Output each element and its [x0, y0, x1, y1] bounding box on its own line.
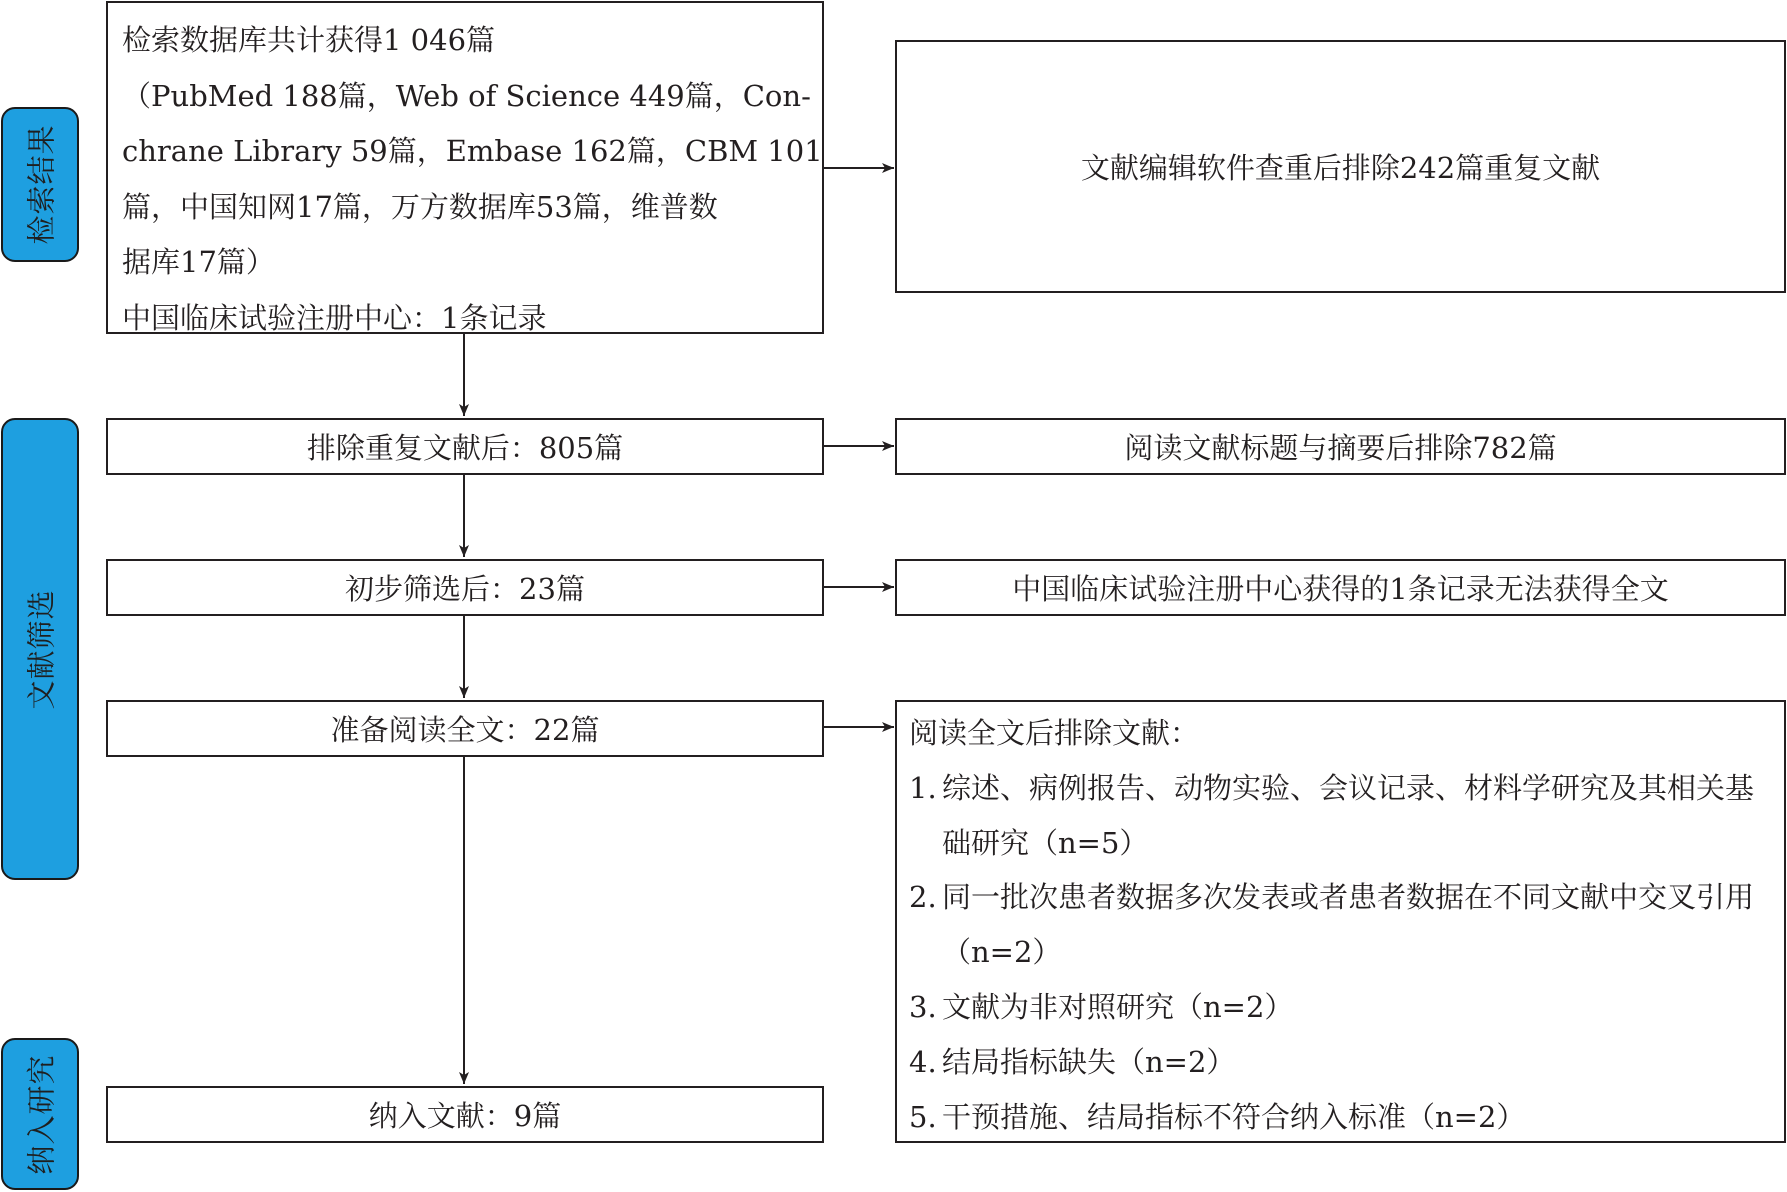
exclusion-item-text: 干预措施、结局指标不符合纳入标准（n=2）	[942, 1099, 1526, 1134]
initial-screen-box	[106, 559, 824, 616]
fulltext-ready-box	[106, 700, 824, 757]
exclusion-item	[909, 761, 1770, 871]
search-line-6: 中国临床试验注册中心：1条记录	[122, 300, 547, 335]
duplicates-removed-text: 文献编辑软件查重后排除242篇重复文献	[1080, 151, 1601, 185]
after-dedup-box	[106, 418, 824, 475]
registry-unavailable-text: 中国临床试验注册中心获得的1条记录无法获得全文	[1012, 572, 1669, 606]
included-text: 纳入文献：9篇	[368, 1099, 562, 1133]
exclusions-heading: 阅读全文后排除文献：	[909, 716, 1200, 750]
title-abstract-excluded-text: 阅读文献标题与摘要后排除782篇	[1124, 431, 1557, 465]
included-box	[106, 1086, 824, 1143]
exclusion-item-text: 综述、病例报告、动物实验、会议记录、材料学研究及其相关基础研究（n=5）	[942, 770, 1755, 860]
registry-unavailable-box	[895, 559, 1786, 616]
search-line-4: 篇，中国知网17篇，万方数据库53篇，维普数	[122, 189, 718, 224]
fulltext-ready-text: 准备阅读全文：22篇	[330, 713, 600, 747]
search-line-1: 检索数据库共计获得1 046篇	[122, 23, 496, 57]
initial-screen-text: 初步筛选后：23篇	[345, 572, 585, 606]
duplicates-removed-box	[895, 40, 1786, 293]
exclusion-item	[909, 1035, 1770, 1090]
title-abstract-excluded-box	[895, 418, 1786, 475]
stage-label-screening-text: 文献筛选	[24, 588, 59, 710]
stage-label-search-text: 检索结果	[24, 124, 59, 245]
fulltext-exclusions-box	[895, 700, 1786, 1143]
search-line-2: （PubMed 188篇，Web of Science 449篇，Con-	[122, 78, 811, 113]
exclusion-item-number: 1.	[909, 770, 937, 805]
exclusion-item-number: 4.	[909, 1044, 937, 1079]
exclusion-item-text: 文献为非对照研究（n=2）	[942, 989, 1294, 1024]
stage-label-included-text: 纳入研究	[24, 1053, 59, 1175]
exclusion-item	[909, 1090, 1770, 1145]
exclusion-item-number: 2.	[909, 880, 937, 915]
exclusion-item-text: 同一批次患者数据多次发表或者患者数据在不同文献中交叉引用（n=2）	[942, 880, 1755, 970]
exclusion-item-number: 5.	[909, 1099, 937, 1134]
exclusion-item-number: 3.	[909, 989, 937, 1024]
exclusion-item	[909, 980, 1770, 1035]
exclusion-item	[909, 870, 1770, 980]
search-line-5: 据库17篇）	[122, 245, 275, 279]
search-line-3: chrane Library 59篇，Embase 162篇，CBM 101	[122, 134, 823, 168]
exclusion-item-text: 结局指标缺失（n=2）	[942, 1044, 1236, 1079]
search-results-box	[106, 1, 824, 334]
after-dedup-text: 排除重复文献后：805篇	[306, 431, 624, 465]
